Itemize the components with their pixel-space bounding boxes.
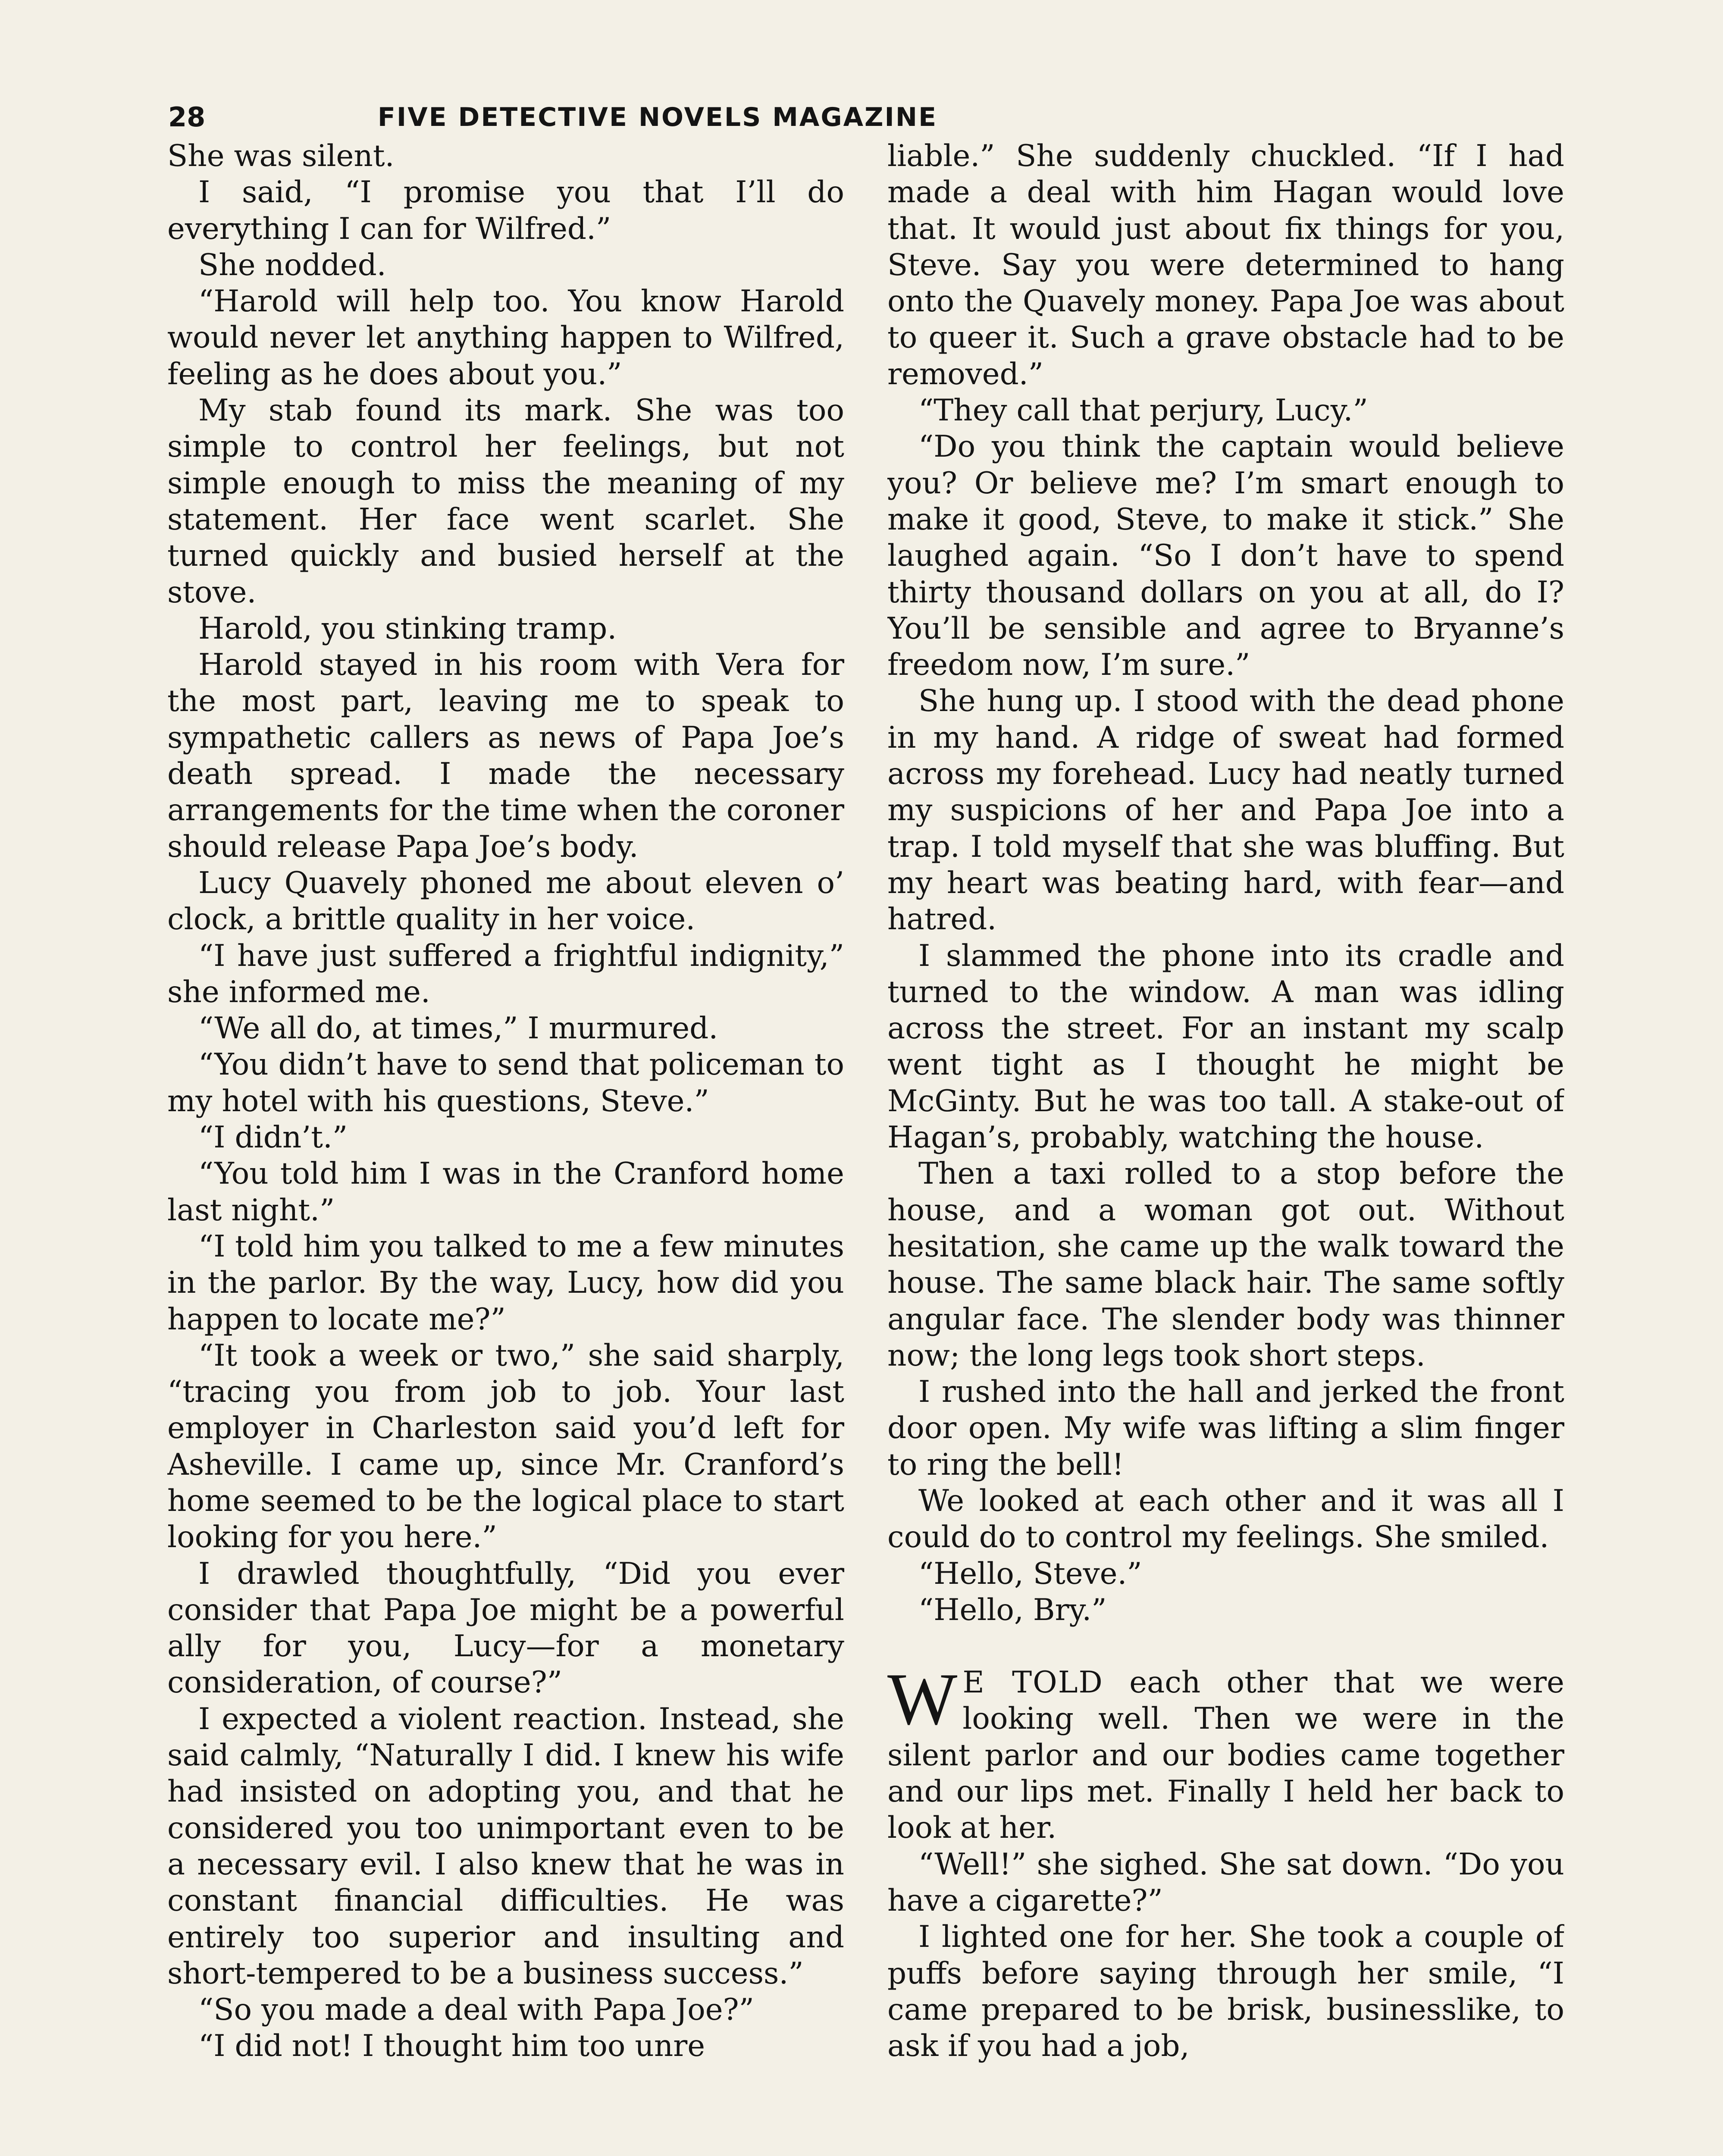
paragraph: I expected a violent reaction. Instead, she said calmly, “Naturally I did. I knew his wife had insisted on adopting you, and that he considered you too unimportant even to be a necessary evil. I also knew that he was in constant financial difficulties. He was entirely too superior and insulting and short-tempered to be a business success.” [167,1702,844,1991]
paragraph: I said, “I promise you that I’ll do everything I can for Wilfred.” [167,175,844,246]
paragraph: I rushed into the hall and jerked the front door open. My wife was lifting a slim finger to ring the bell! [887,1375,1564,1482]
paragraph: I drawled thoughtfully, “Did you ever consider that Papa Joe might be a powerful ally for you, Lucy—for a monetary consideration, of course?” [167,1556,844,1700]
paragraph: liable.” She suddenly chuckled. “If I had made a deal with him Hagan would love that. It would just about fix things for you, Steve. Say you were determined to hang onto the Quavely money. Papa Joe was about to queer it. Such a grave obstacle had to be removed.” [887,139,1564,392]
paragraph: Harold stayed in his room with Vera for the most part, leaving me to speak to sympathetic callers as news of Papa Joe’s death spread. I made the necessary arrangements for the time when the coroner should release Papa Joe’s body. [167,648,844,864]
paragraph: “It took a week or two,” she said sharply, “tracing you from job to job. Your last employer in Charleston said you’d left for Asheville. I came up, since Mr. Cranford’s home seemed to be the logical place to start looking for you here.” [167,1338,844,1555]
paragraph: I slammed the phone into its cradle and turned to the window. A man was idling across the street. For an instant my scalp went tight as I thought he might be McGinty. But he was too tall. A stake-out of Hagan’s, probably, watching the house. [887,938,1564,1155]
paragraph: “Hello, Bry.” [918,1592,1107,1627]
paragraph: Then a taxi rolled to a stop before the house, and a woman got out. Without hesitation, she came up the walk toward the house. The same black hair. The same softly angular face. The slender body was thinner now; the long legs took short steps. [887,1156,1564,1373]
lead-in-text: E TOLD [962,1665,1103,1700]
page-number: 28 [168,101,206,133]
section-opening-paragraph [887,1658,1564,1846]
magazine-title: FIVE DETECTIVE NOVELS MAGAZINE [377,102,938,132]
paragraph: She hung up. I stood with the dead phone in my hand. A ridge of sweat had formed across my forehead. Lucy had neatly turned my suspicions of her and Papa Joe into a trap. I told myself that she was bluffing. But my heart was beating hard, with fear—and hatred. [887,684,1564,937]
paragraph: “You didn’t have to send that policeman to my hotel with his questions, Steve.” [167,1047,844,1119]
paragraph: “Well!” she sighed. She sat down. “Do you have a cigarette?” [887,1847,1564,1918]
paragraph: “Hello, Steve.” [918,1556,1142,1591]
paragraph: “I didn’t.” [198,1120,348,1155]
paragraph: “You told him I was in the Cranford home last night.” [167,1156,844,1228]
section-break [887,1628,1564,1664]
paragraph-text: each other that we were looking well. Then we were in the silent parlor and our bodies came together and our lips met. Finally I held her back to look at her. [887,1665,1564,1846]
page-header [168,96,1147,143]
right-text-column [887,138,1564,2156]
paragraph: We looked at each other and it was all I could do to control my feelings. She smiled. [887,1483,1564,1555]
left-text-column [167,138,844,2156]
paragraph: “We all do, at times,” I murmured. [198,1011,718,1046]
paragraph: “They call that perjury, Lucy.” [918,393,1368,428]
paragraph: Lucy Quavely phoned me about eleven o’ clock, a brittle quality in her voice. [167,865,844,937]
paragraph: “I told him you talked to me a few minutes in the parlor. By the way, Lucy, how did you happen to locate me?” [167,1229,844,1337]
paragraph: “I did not! I thought him too unre [198,2029,705,2064]
drop-cap: W [887,1658,958,1741]
paragraph: I lighted one for her. She took a couple of puffs before saying through her smile, “I came prepared to be brisk, businesslike, to ask if you had a job, [887,1920,1564,2064]
paragraph: “Do you think the captain would believe you? Or believe me? I’m smart enough to make it good, Steve, to make it stick.” She laughed again. “So I don’t have to spend thirty thousand dollars on you at all, do I? You’ll be sensible and agree to Bryanne’s freedom now, I’m sure.” [887,429,1564,683]
paragraph: “Harold will help too. You know Harold would never let anything happen to Wilfred, feeling as he does about you.” [167,284,844,392]
paragraph: She nodded. [198,248,386,282]
paragraph: Harold, you stinking tramp. [198,611,617,646]
paragraph: “So you made a deal with Papa Joe?” [198,1993,754,2028]
paragraph: “I have just suffered a frightful indignity,” she informed me. [167,938,844,1009]
paragraph: My stab found its mark. She was too simple to control her feelings, but not simple enough to miss the meaning of my statement. Her face went scarlet. She turned quickly and busied herself at the stove. [167,393,844,610]
paragraph: She was silent. [167,139,395,173]
